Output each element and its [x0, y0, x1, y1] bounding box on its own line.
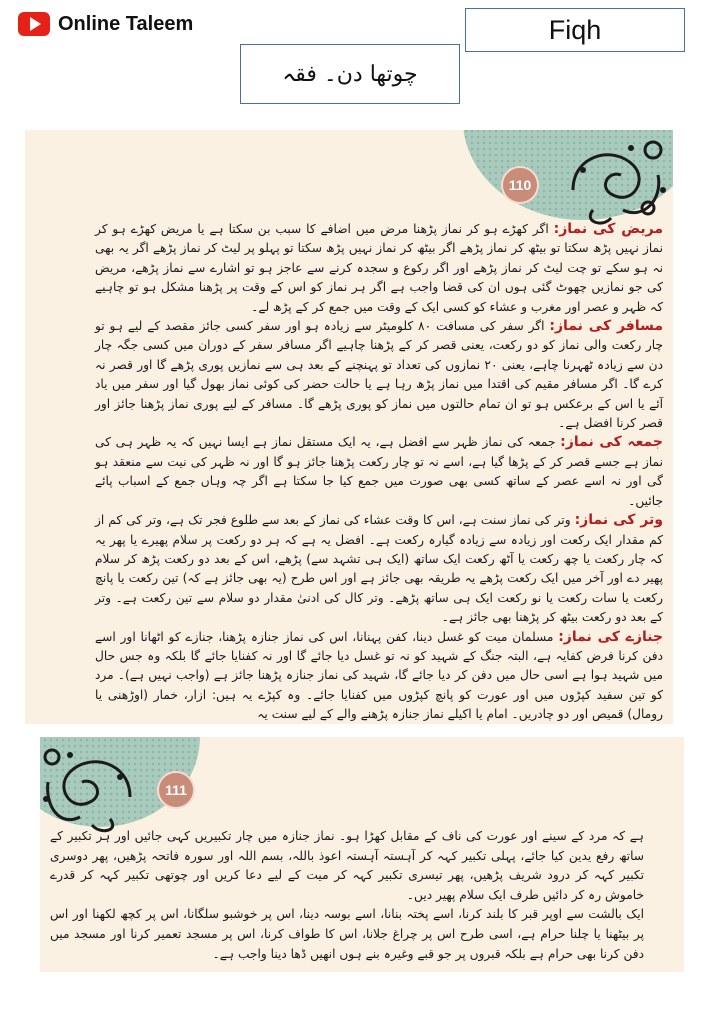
- section-funeral-prayer: [95, 628, 663, 724]
- brand-name: Online Taleem: [58, 12, 194, 35]
- lesson-title: چوتھا دن۔ فقہ: [240, 44, 460, 104]
- section-body: جمعہ کی نماز ظہر سے افضل ہے، یہ ایک مستقل نماز ہے ایسا نہیں کہ یہ ظہر ہی کی نماز ہے جسے قصر کر کے پڑھا گیا ہے، اسے نہ تو چار رکعت پڑھنا جائز ہو گا اور نہ ظہر کی نیت سے منعقد ہو گی اور نہ اسے عصر کے ساتھ کسی بھی صورت میں جمع کیا جا سکتا ہے اگر چہ وہاں جمع کے اسباب پائے جائیں۔: [95, 435, 663, 508]
- page-number-badge: 111: [157, 771, 195, 809]
- section-heading: جنازے کی نماز:: [558, 628, 664, 645]
- section-heading: مسافر کی نماز:: [549, 318, 663, 335]
- section-body: اگر سفر کی مسافت ۸۰ کلومیٹر سے زیادہ ہو اور سفر کسی جائز مقصد کے لیے ہو تو چار رکعت والی نماز کو دو رکعت، یعنی قصر کر کے پڑھنا چاہیے اگر مسافر سفر کے دوران میں کسی جگہ چار دن سے زیادہ ٹھہرنا چاہے، یعنی ۲۰ نمازوں کی تعداد تو پہنچنے کے بعد ہی سے نمازیں پوری پڑھے گا اور قصر نہ کرے گا۔ اگر مسافر مقیم کی اقتدا میں نماز پڑھ رہا ہے یا حالت حضر کی کوئی نماز بھول گیا اور سفر میں یاد آئے یا اس کے برعکس ہو تو ان تمام حالتوں میں نماز کو پوری پڑھے گا۔ مسافر کے لیے پوری نماز پڑھنا جائز اور قصر کرنا افضل ہے۔: [95, 319, 663, 431]
- page-text: [50, 827, 644, 964]
- paragraph: ہے کہ مرد کے سینے اور عورت کی ناف کے مقابل کھڑا ہو۔ نماز جنازہ میں چار تکبیریں کہی جائیں اور ہر تکبیر کے ساتھ رفع یدین کیا جائے، پہلی تکبیر کہہ کر آہستہ آہستہ اعوذ باللہ، بسم اللہ اور سورہ فاتحہ پڑھیں، پھر دوسری تکبیر کہہ کر درود شریف پڑھیں، پھر تیسری تکبیر کہہ کر میت کے لیے دعا کریں اور چوتھی تکبیر کہہ کر قدرے خاموش رہ کر دائیں طرف ایک سلام پھیر دیں۔: [50, 829, 644, 902]
- section-witr-prayer: [95, 511, 663, 627]
- page-number-badge: 110: [501, 166, 539, 204]
- section-body: وتر کی نماز سنت ہے، اس کا وقت عشاء کی نماز کے بعد سے طلوع فجر تک ہے، وتر کی کم از کم مقدار ایک رکعت اور زیادہ سے زیادہ گیارہ رکعت ہے۔ افضل یہ ہے کہ ہر دو رکعت پر سلام پھیرے یا پھر یہ کہ چار رکعت یا چھ رکعت یا آٹھ رکعت ایک ساتھ (ایک ہی تشہد سے) پڑھے، اس کے بعد دو رکعت پڑھ کر سلام پھیر دے اور آخر میں ایک رکعت پڑھے یہ طریقہ بھی جائز ہے اور اس طرح (یہ بھی جائز ہے کہ) تین رکعت یا پانچ رکعت یا سات رکعت یا نو رکعت ایک ہی ساتھ پڑھے۔ وتر کال کی ادنیٰ مقدار دو سلام سے تین رکعت ہے۔ وتر کے بعد دو رکعت بیٹھ کر پڑھنا بھی جائز ہے۔: [95, 513, 663, 625]
- section-body: اگر کھڑے ہو کر نماز پڑھنا مرض میں اضافے کا سبب بن سکتا ہے یا مریض کھڑے ہو کر نماز نہیں پڑھ سکتا تو بیٹھ کر نماز پڑھے اگر بیٹھ کر نماز نہیں پڑھ سکتا تو پہلو پر لیٹ کر نماز پڑھے اگر یہ بھی نہ ہو سکے تو چت لیٹ کر نماز پڑھے اور اگر رکوع و سجدہ کرنے سے عاجز ہو تو اشارے سے نماز پڑھے، مریض کی جو نمازیں چھوٹ گئی ہوں ان کی قضا واجب ہے اگر ہر نماز کو اس کے وقت پر پڑھنا مشکل ہو تو چاہیے کہ ظہر و عصر اور مغرب و عشاء کو کسی ایک کے وقت میں جمع کر کے پڑھ لے۔: [95, 222, 663, 314]
- book-page-111: [40, 737, 684, 972]
- section-traveller-prayer: [95, 317, 663, 433]
- section-body: مسلمان میت کو غسل دینا، کفن پہنانا، اس کی نماز جنازہ پڑھنا، جنازے کو اٹھانا اور اسے دفن کرنا فرض کفایہ ہے، البتہ جنگ کے شہید کو نہ تو غسل دیا جائے گا اور نہ کفنایا جائے گا بلکہ وہ جس حال میں شہید ہوا ہے اسی حال میں دفن کر دیا جائے گا، شہید کی نماز جنازہ پڑھنا جائز ہے (واجب نہیں ہے)۔ مرد کو تین سفید کپڑوں میں اور عورت کو پانچ کپڑوں میں کفنایا جائے۔ وہ کپڑے یہ ہیں: ازار، خمار (اوڑھنی یا رومال) قمیص اور دو چادریں۔ امام یا اکیلے نماز جنازہ پڑھنے والے کے لیے سنت یہ: [95, 629, 663, 722]
- section-friday-prayer: [95, 433, 663, 511]
- ornament-swirl-icon: [40, 737, 150, 837]
- brand-logo: [18, 8, 193, 40]
- page-text: [95, 220, 663, 724]
- section-heading: وتر کی نماز:: [574, 512, 664, 529]
- section-sick-prayer: [95, 220, 663, 317]
- subject-title: Fiqh: [465, 8, 685, 52]
- section-heading: مریض کی نماز:: [553, 221, 663, 237]
- book-page-110: [25, 130, 673, 724]
- section-heading: جمعہ کی نماز:: [560, 434, 663, 451]
- youtube-play-icon: [18, 12, 50, 36]
- ornament-swirl-icon: [553, 130, 673, 230]
- paragraph: ایک بالشت سے اوپر قبر کا بلند کرنا، اسے پختہ بنانا، اسے بوسہ دینا، اس پر خوشبو سلگانا، اس پر کچھ لکھنا اور اس پر بیٹھنا یا چلنا حرام ہے، اسی طرح اس پر چراغ جلانا، اس کا طواف کرنا، اس پر مسجد تعمیر کرنا اور مسجد میں دفن کرنا بھی حرام ہے بلکہ قبروں پر جو قبے وغیرہ بنے ہوں انھیں ڈھا دینا واجب ہے۔: [50, 907, 644, 961]
